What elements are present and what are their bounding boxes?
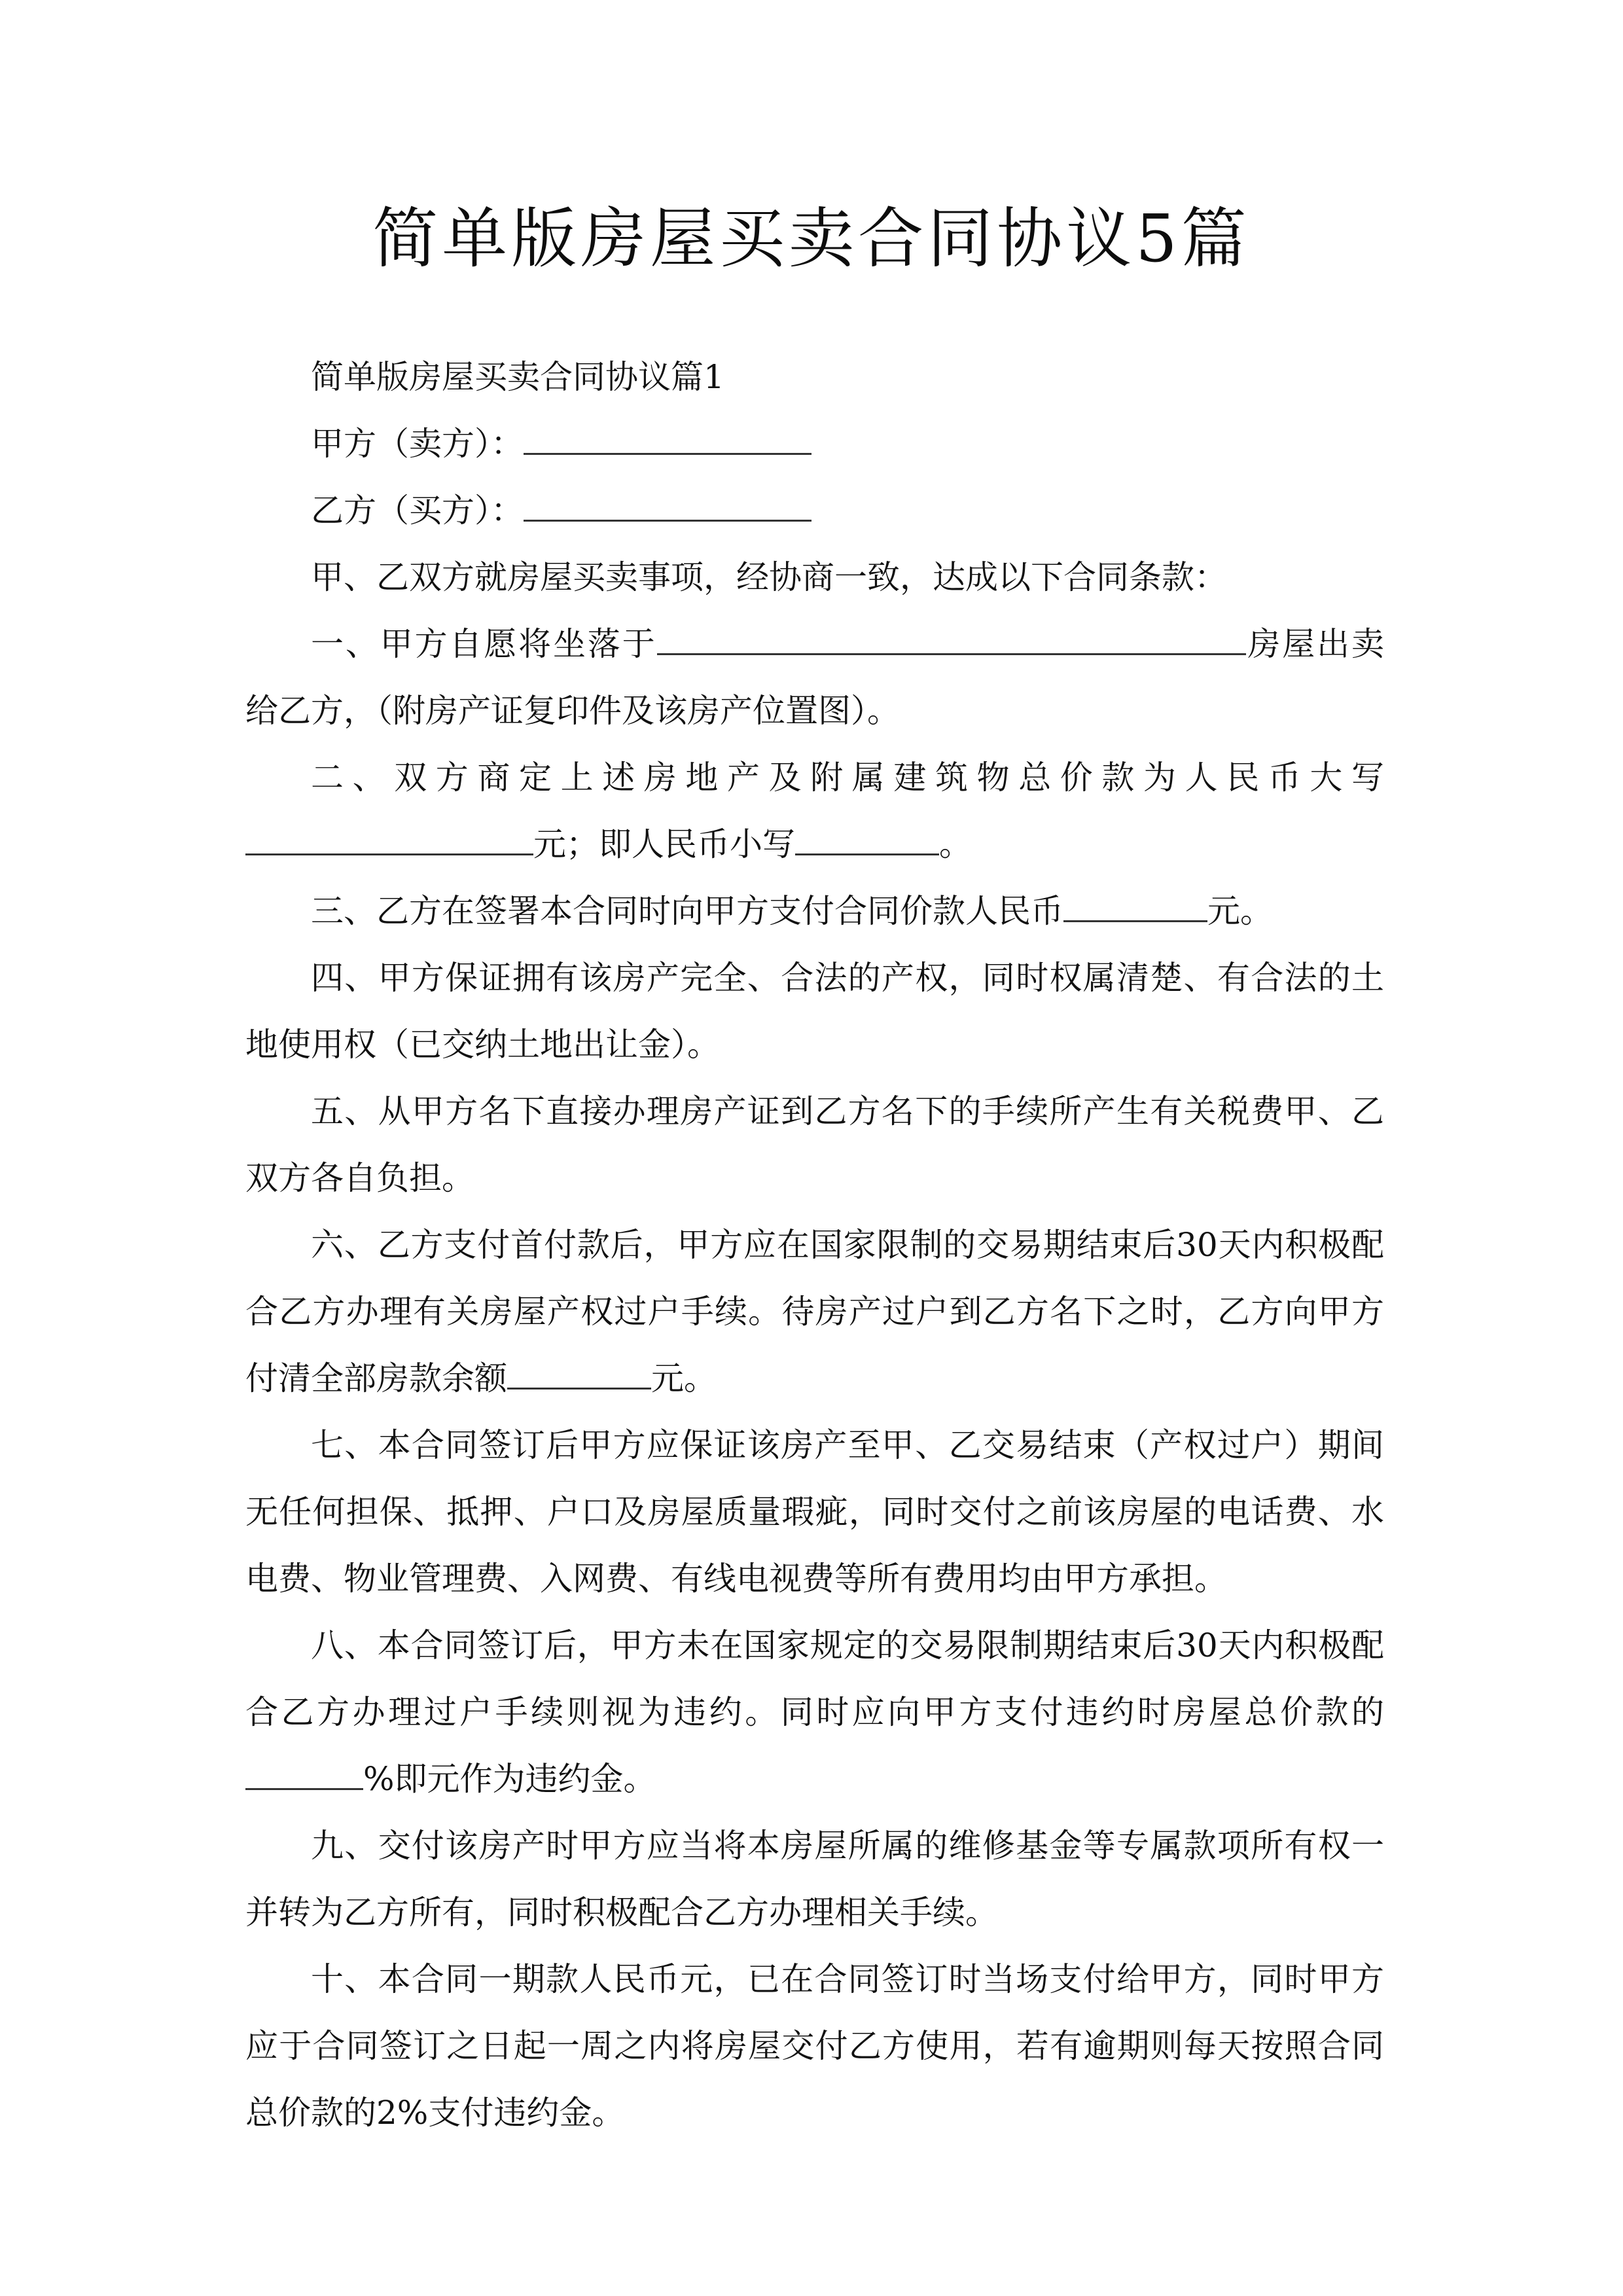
clause-2-text-b: 元；即人民币小写 [533, 825, 795, 863]
intro-paragraph [245, 544, 1384, 611]
clause-1-text-b: 房屋出卖给乙方，（附房产证复印件及该房产位置图）。 [245, 625, 1385, 730]
clause-2-text-a: 二、双方商定上述房地产及附属建筑物总价款为人民币大写 [311, 759, 1384, 797]
clause-5-text: 五、从甲方名下直接办理房产证到乙方名下的手续所产生有关税费甲、乙双方各自负担。 [245, 1092, 1384, 1197]
clause-5 [245, 1078, 1384, 1211]
clause-3-text-b: 元。 [1207, 892, 1273, 930]
clause-2-text-c: 。 [939, 825, 972, 863]
clause-6-text-a: 六、乙方支付首付款后，甲方应在国家限制的交易期结束后30天内积极配合乙方办理有关房屋产权过户手续。待房产过户到乙方名下之时，乙方向甲方付清全部房款余额 [245, 1226, 1384, 1397]
party-a-blank [524, 415, 812, 455]
clause-8-percent-blank [245, 1750, 363, 1790]
clause-2-uppercase-amount-blank [245, 816, 533, 855]
clause-6-text-b: 元。 [651, 1359, 717, 1397]
party-b-line [245, 477, 1384, 544]
section-heading [245, 344, 1384, 410]
clause-4 [245, 944, 1384, 1078]
clause-10-text: 十、本合同一期款人民币元，已在合同签订时当场支付给甲方，同时甲方应于合同签订之日起一周之内将房屋交付乙方使用，若有逾期则每天按照合同总价款的2%支付违约金。 [245, 1960, 1384, 2132]
clause-7 [245, 1412, 1384, 1612]
clause-9-text: 九、交付该房产时甲方应当将本房屋所属的维修基金等专属款项所有权一并转为乙方所有，同时积极配合乙方办理相关手续。 [245, 1827, 1384, 1931]
party-a-label: 甲方（卖方）： [311, 425, 524, 463]
clause-8 [245, 1612, 1384, 1812]
intro-text: 甲、乙双方就房屋买卖事项，经协商一致，达成以下合同条款： [311, 558, 1227, 596]
party-b-label: 乙方（买方）： [311, 492, 524, 529]
party-b-blank [524, 482, 812, 522]
clause-1-location-blank [657, 615, 1246, 655]
clause-1 [245, 611, 1384, 744]
clause-8-text-b: %即元作为违约金。 [363, 1760, 656, 1798]
party-a-line [245, 410, 1384, 477]
clause-7-text: 七、本合同签订后甲方应保证该房产至甲、乙交易结束（产权过户）期间无任何担保、抵押、户口及房屋质量瑕疵，同时交付之前该房屋的电话费、水电费、物业管理费、入网费、有线电视费等所有费用均由甲方承担。 [245, 1426, 1384, 1598]
clause-1-text-a: 一、甲方自愿将坐落于 [311, 625, 657, 663]
clause-6-balance-blank [507, 1350, 651, 1390]
clause-2 [245, 744, 1384, 878]
clause-10 [245, 1946, 1384, 2146]
document-body [245, 344, 1384, 2146]
document-title: 简单版房屋买卖合同协议5篇 [372, 200, 1251, 277]
clause-8-text-a: 八、本合同签订后，甲方未在国家规定的交易限制期结束后30天内积极配合乙方办理过户手续则视为违约。同时应向甲方支付违约时房屋总价款的 [245, 1626, 1384, 1731]
clause-3-amount-blank [1063, 882, 1207, 922]
clause-3-text-a: 三、乙方在签署本合同时向甲方支付合同价款人民币 [311, 892, 1063, 930]
clause-6 [245, 1211, 1384, 1412]
clause-2-lowercase-amount-blank [795, 816, 939, 855]
clause-9 [245, 1812, 1384, 1946]
clause-3 [245, 878, 1384, 944]
clause-4-text: 四、甲方保证拥有该房产完全、合法的产权，同时权属清楚、有合法的土地使用权（已交纳土地出让金）。 [245, 959, 1384, 1064]
section-heading-text: 简单版房屋买卖合同协议篇1 [311, 358, 724, 396]
